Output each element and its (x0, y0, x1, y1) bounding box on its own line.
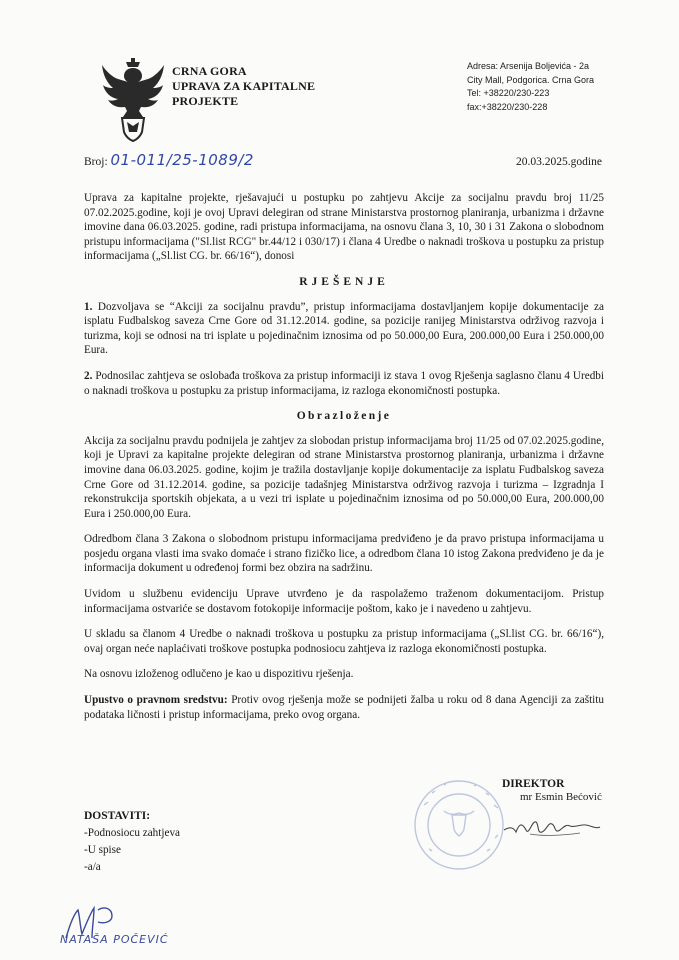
decision-item-1 (84, 300, 604, 358)
decision-item-2-number: 2. (84, 369, 93, 382)
coat-of-arms-emblem (100, 58, 166, 142)
document-body (84, 191, 604, 733)
reasoning-paragraph-3: Uvidom u službenu evidenciju Uprave utvrđeno je da raspolažemo traženom dokumentacijom. Pristup informacijama ostvariće se dostavom fotokopije informacije poštom, kako je i navedeno u zahtjevu. (84, 588, 604, 615)
contact-address-block (467, 60, 594, 114)
reasoning-paragraph-4: U skladu sa članom 4 Uredbe o naknadi troškova u postupku za pristup informacijama („Sl.list CG. br. 66/16“), ovaj organ neće naplaćivati troškove postupka podnosiocu zahtjeva iz razloga ekonomičnosti postupka. (84, 628, 604, 655)
fax-number: fax:+38220/230-228 (467, 101, 548, 112)
document-number (84, 151, 254, 169)
reasoning-heading: Obrazloženje (296, 410, 392, 423)
document-number-label: Broj: (84, 156, 108, 168)
director-name: mr Esmin Bećović (520, 791, 602, 803)
director-title: DIREKTOR (502, 778, 565, 790)
organization-name (172, 64, 315, 109)
address-line-1: Adresa: Arsenija Boljevića - 2a (467, 61, 590, 71)
delivery-item: -Podnosiocu zahtjeva (84, 827, 181, 839)
director-signature (500, 808, 620, 848)
decision-item-2-text: Podnosilac zahtjeva se oslobađa troškova za pristup informaciji iz stava 1 ovog Rješenja saglasno članu 4 Uredbi o naknadi troškova u postupku za pristup informacijama, iz razloga ekonomičnosti postupka. (84, 369, 604, 397)
reasoning-paragraph-2: Odredbom člana 3 Zakona o slobodnom pristupu informacijama predviđeno je da pravo pristupa informacijama u posjedu organa vlasti ima svako domaće i strano fizičko lice, a odredbom člana 10 istog Zakona predviđeno je da je informacija dokument u određenoj formi bez obzira na sadržinu. (84, 533, 604, 575)
official-stamp (404, 775, 514, 875)
decision-heading: RJEŠENJE (299, 275, 389, 288)
intro-paragraph: Uprava za kapitalne projekte, rješavajući u postupku po zahtjevu Akcije za socijalnu pravdu broj 11/25 07.02.2025.godine, koji je ovoj Upravi delegiran od strane Ministarstva prostornog planiranja, urbanizma i državne imovine dana 06.03.2025. godine, radi pristupa informacijama, na osnovu člana 3, 10, 30 i 31 Zakona o slobodnom pristupu informacijama ("Sl.list RCG" br.44/12 i 030/17) i člana 4 Uredbe o naknadi troškova u postupku za pristup informacijama („Sl.list CG. br. 66/16“), donosi (84, 192, 604, 263)
decision-item-1-number: 1. (84, 300, 93, 313)
delivery-item: -U spise (84, 844, 121, 856)
org-line-1: CRNA GORA (172, 64, 247, 78)
legal-remedy-label: Upustvo o pravnom sredstvu: (84, 694, 228, 707)
reasoning-paragraph-5: Na osnovu izloženog odlučeno je kao u dispozitivu rješenja. (84, 668, 354, 681)
delivery-item: -a/a (84, 861, 101, 873)
decision-item-2 (84, 369, 604, 398)
legal-remedy-paragraph (84, 693, 604, 722)
address-line-2: City Mall, Podgorica. Crna Gora (467, 74, 595, 85)
document-number-handwritten: 01-011/25-1089/2 (110, 151, 254, 169)
legal-remedy-text: Protiv ovog rješenja može se podnijeti žalba u roku od 8 dana Agenciji za zaštitu podataka ličnosti i pristup informacijama, preko ovog organa. (84, 694, 604, 721)
document-date: 20.03.2025.godine (516, 156, 602, 168)
reasoning-paragraph-1: Akcija za socijalnu pravdu podnijela je zahtjev za slobodan pristup informacijama broj 11/25 od 07.02.2025.godine, koji je Upravi za kapitalne projekte delegiran od strane Ministarstva prostornog planiranja, urbanizma i državne imovine dana 06.03.2025. godine, kojim je tražila dostavljanje kopije dokumentacije za isplatu Fudbalskog saveza Crne Gore od 31.12.2014. godine, sa pozicije tadašnjeg Ministarstva održivog razvoja i turizma – Izgradnja I rekonstrukcija sportskih objekata, a u vezi tri isplate u pojedinačnim iznosima od po 50.000,00 Eura, 200.000,00 Eura i 250.000,00 Eura. (84, 434, 604, 520)
handwritten-initials (52, 898, 192, 958)
handwritten-name: NATAŠA POČEVIĆ (60, 933, 169, 946)
org-line-3: PROJEKTE (172, 94, 239, 108)
phone-number: Tel: +38220/230-223 (467, 88, 550, 98)
org-line-2: UPRAVA ZA KAPITALNE (172, 79, 316, 93)
delivery-block (84, 808, 180, 876)
decision-item-1-text: Dozvoljava se “Akciji za socijalnu pravdu”, pristup informacijama dostavljanjem kopije dokumentacije za isplatu Fudbalskog saveza Crne Gore od 31.12.2014. godine, sa pozicije ranijeg Ministarstva održivog razvoja i turizma, koji se odnosi na tri isplate u pojedinačnim iznosima od po 50.000,00 Eura, 200.000,00 Eura i 250.000,00 Eura. (84, 300, 604, 357)
delivery-title: DOSTAVITI: (84, 810, 151, 822)
